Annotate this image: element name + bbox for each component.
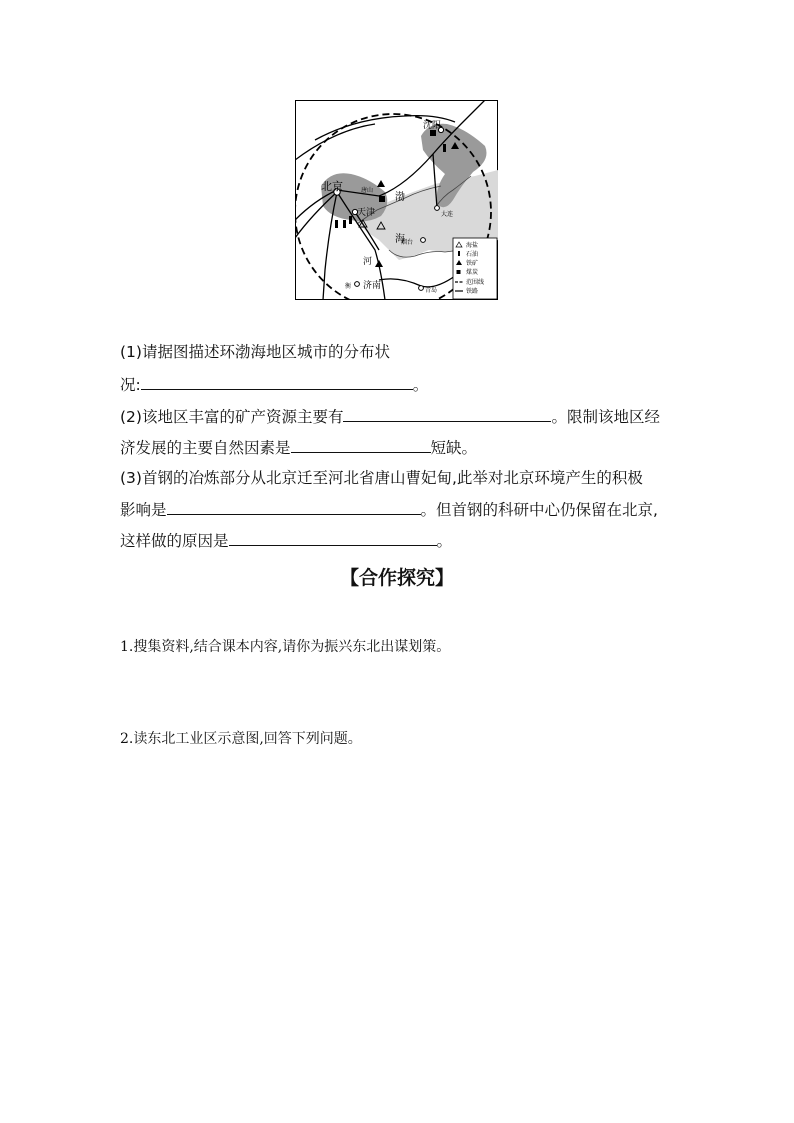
task-1: 1.搜集资料,结合课本内容,请你为振兴东北出谋划策。: [120, 639, 451, 655]
answer-blank-1[interactable]: [141, 374, 413, 390]
river-label: 河: [363, 257, 373, 267]
city-dalian-label: 大连: [441, 211, 454, 218]
question-2-line-1: [120, 406, 660, 427]
question-2b-suffix: 短缺。: [430, 439, 478, 457]
question-2-suffix: 。限制该地区经: [551, 408, 660, 426]
legend-coal: 煤炭: [466, 269, 479, 276]
city-tianjin-label: 天津: [357, 208, 376, 218]
answer-blank-2a[interactable]: [343, 406, 551, 422]
legend-range-line: 范围线: [466, 279, 485, 286]
question-2-line-2: [120, 437, 477, 458]
city-beijing-label: 北京: [321, 180, 343, 193]
sea-label-bo: 渤: [395, 192, 405, 203]
city-heng-label: 衡: [345, 283, 352, 290]
question-1-line-2: [120, 374, 428, 395]
question-3-line-2: [120, 499, 658, 520]
question-2-prefix: (2)该地区丰富的矿产资源主要有: [120, 408, 344, 426]
question-3-text: (3)首钢的冶炼部分从北京迁至河北省唐山曹妃甸,此举对北京环境产生的积极: [120, 469, 643, 487]
legend-oil: 石油: [466, 251, 479, 258]
question-3c-suffix: 。: [436, 532, 453, 550]
map-legend: [453, 238, 497, 299]
question-3-line-1: [120, 468, 643, 488]
task-2: 2.读东北工业区示意图,回答下列问题。: [120, 731, 362, 747]
answer-blank-3a[interactable]: [167, 499, 421, 515]
answer-blank-2b[interactable]: [291, 437, 431, 453]
question-3c-prefix: 这样做的原因是: [120, 532, 229, 550]
question-1-line-1: [120, 342, 390, 362]
legend-railway: 铁路: [466, 288, 479, 295]
question-1-text: (1)请据图描述环渤海地区城市的分布状: [120, 343, 390, 361]
sea-label-hai: 海: [395, 234, 405, 245]
legend-sea-salt: 海盐: [466, 242, 479, 249]
bohai-region-map: [295, 100, 498, 300]
question-3-line-3: [120, 530, 452, 551]
section-title: 【合作探究】: [339, 567, 454, 589]
question-3b-suffix: 。但首钢的科研中心仍保留在北京,: [420, 501, 658, 519]
city-jinan-label: 济南: [363, 281, 382, 291]
city-yantai-label: 烟台: [401, 239, 414, 246]
city-tangshan-label: 唐山: [361, 187, 374, 194]
legend-iron: 铁矿: [466, 260, 479, 267]
question-3b-prefix: 影响是: [120, 501, 167, 519]
answer-blank-3b[interactable]: [229, 530, 437, 546]
question-1-prefix: 况:: [120, 376, 141, 394]
city-qingdao-label: 青岛: [425, 287, 438, 294]
city-shenyang-label: 沈阳: [423, 121, 442, 131]
question-2b-prefix: 济发展的主要自然因素是: [120, 439, 291, 457]
question-1-suffix: 。: [412, 376, 429, 394]
